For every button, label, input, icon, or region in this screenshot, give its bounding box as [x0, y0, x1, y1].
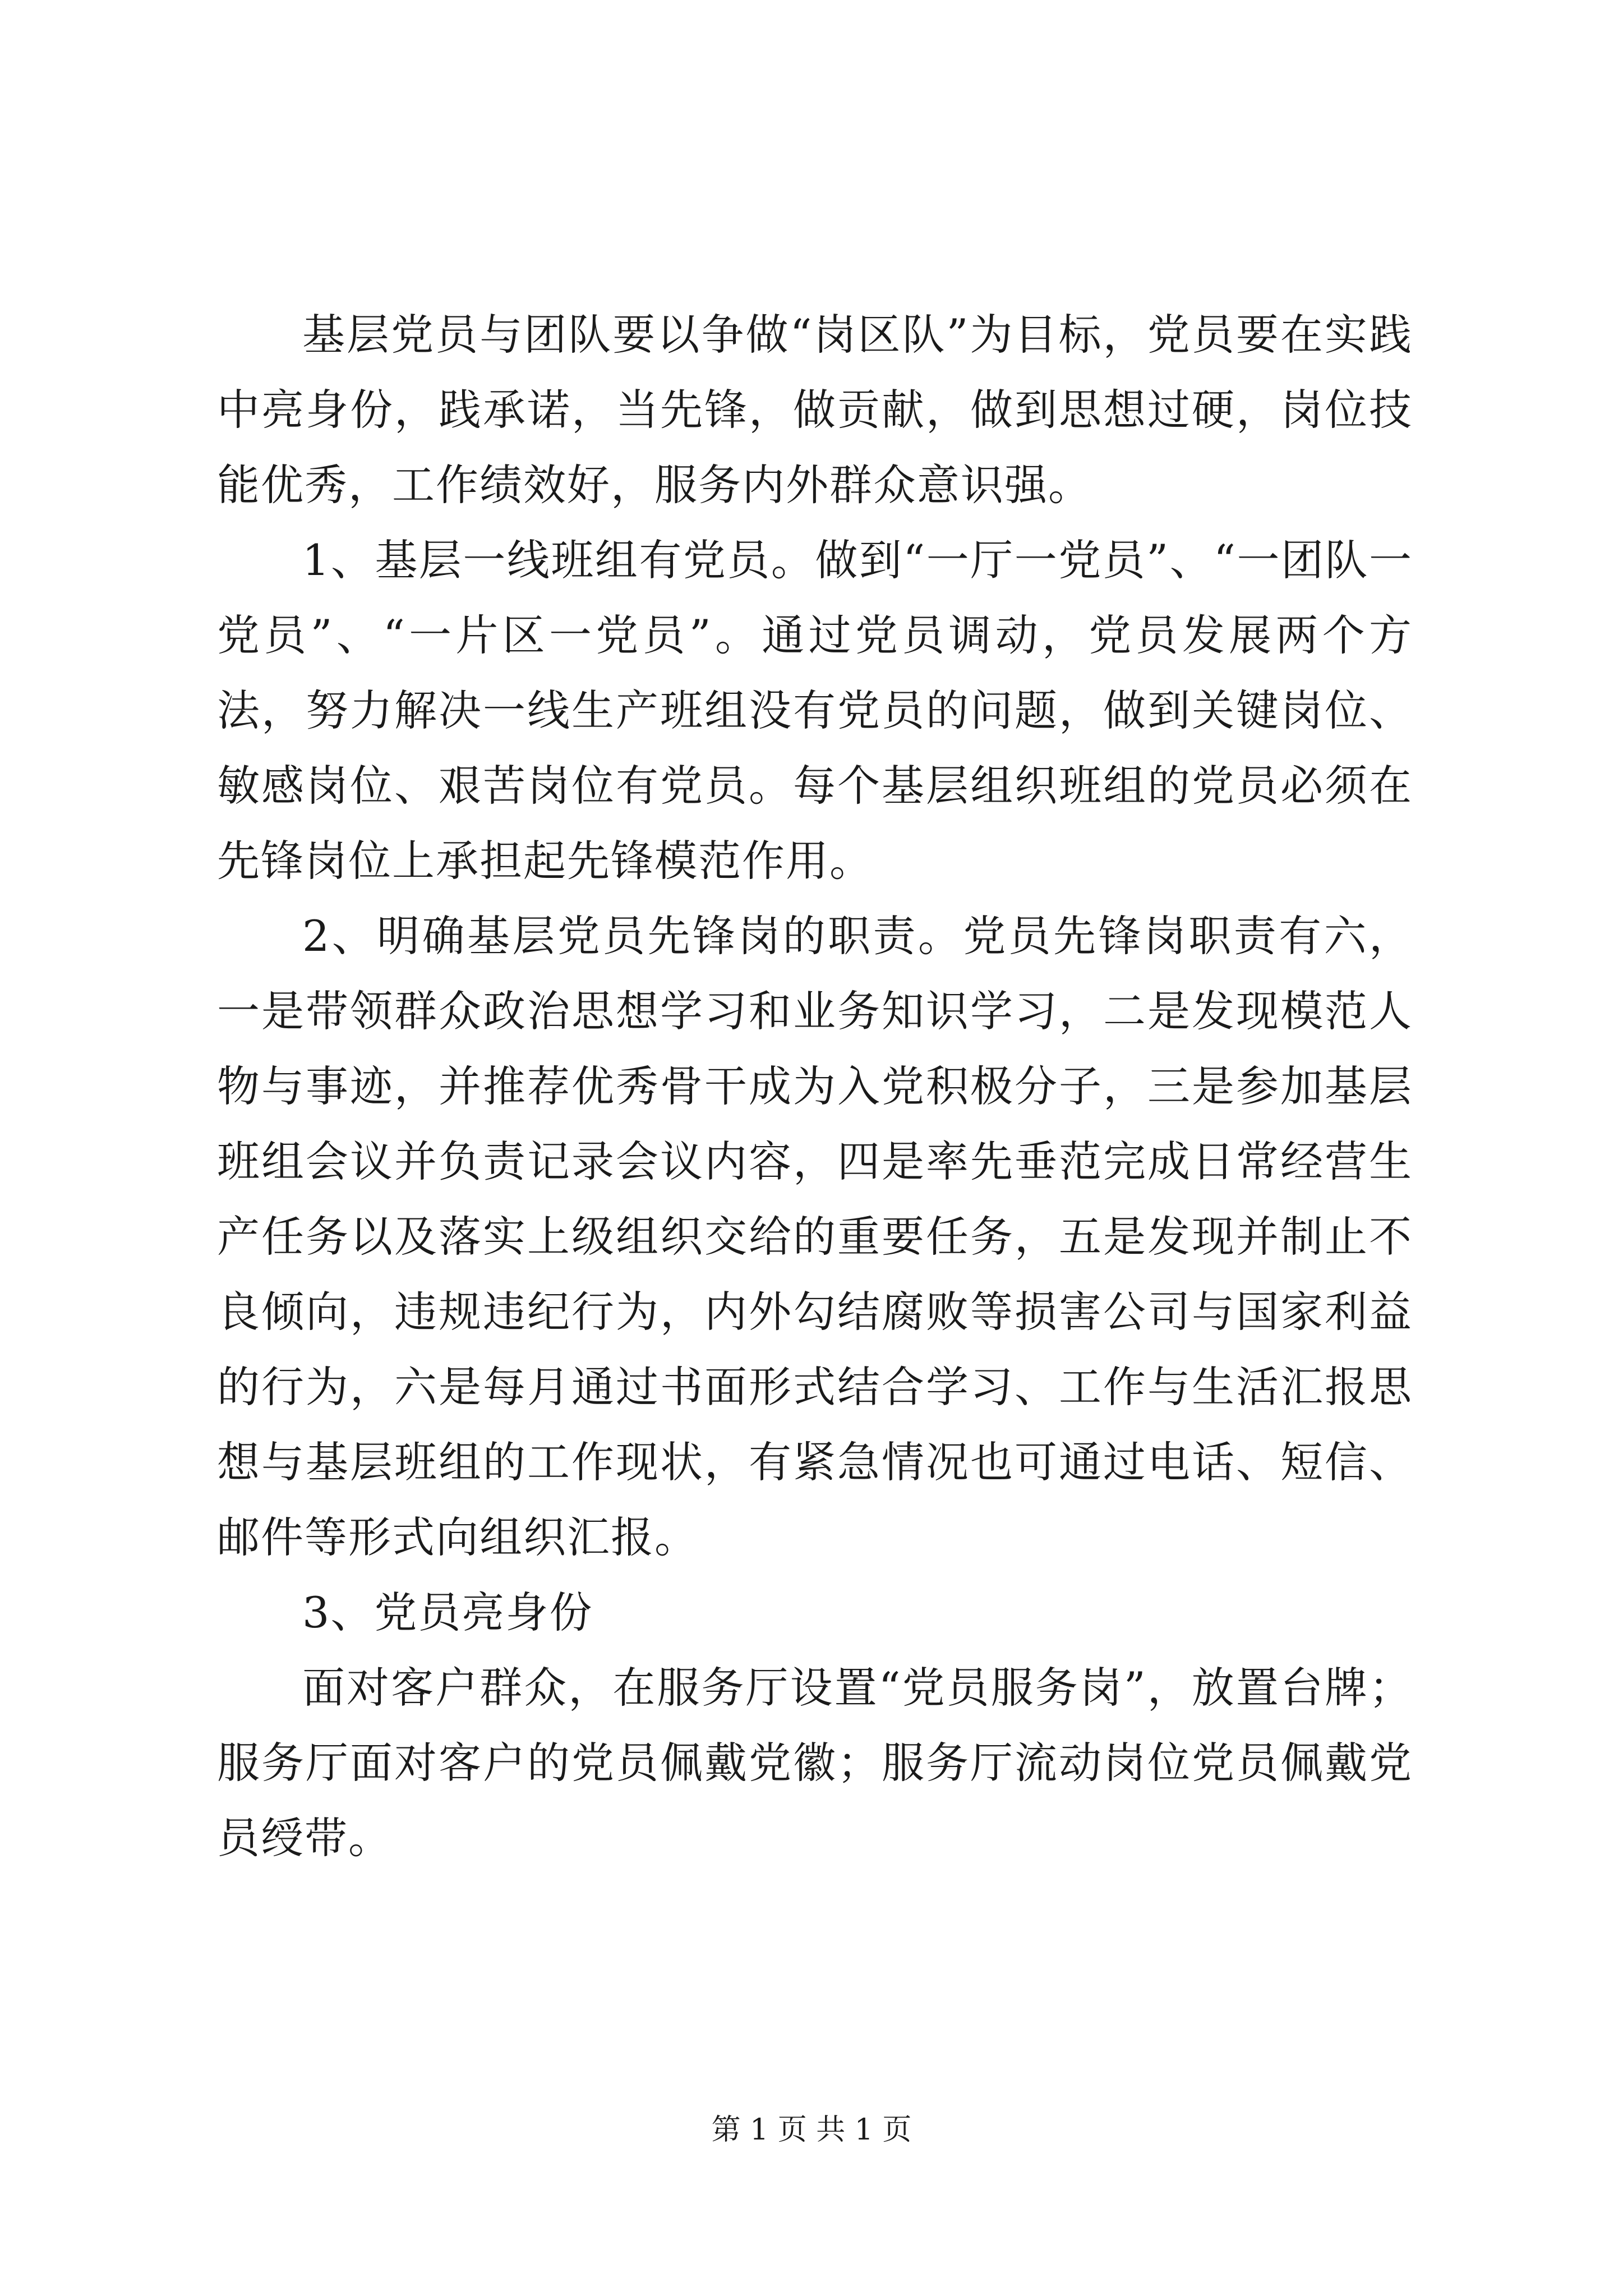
- paragraph-item-2: 2、明确基层党员先锋岗的职责。党员先锋岗职责有六，一是带领群众政治思想学习和业务知识学习，二是发现模范人物与事迹，并推荐优秀骨干成为入党积极分子，三是参加基层班组会议并负责记录会议内容，四是率先垂范完成日常经营生产任务以及落实上级组织交给的重要任务，五是发现并制止不良倾向，违规违纪行为，内外勾结腐败等损害公司与国家利益的行为，六是每月通过书面形式结合学习、工作与生活汇报思想与基层班组的工作现状，有紧急情况也可通过电话、短信、邮件等形式向组织汇报。: [217, 911, 1413, 1562]
- paragraph-item-3-heading: 3、党员亮身份: [302, 1588, 593, 1637]
- paragraph-intro: 基层党员与团队要以争做“岗区队”为目标，党员要在实践中亮身份，践承诺，当先锋，做贡献，做到思想过硬，岗位技能优秀，工作绩效好，服务内外群众意识强。: [217, 310, 1413, 510]
- paragraph-item-1: 1、基层一线班组有党员。做到“一厅一党员”、“一团队一党员”、“一片区一党员”。通过党员调动，党员发展两个方法，努力解决一线生产班组没有党员的问题，做到关键岗位、敏感岗位、艰苦岗位有党员。每个基层组织班组的党员必须在先锋岗位上承担起先锋模范作用。: [217, 535, 1413, 886]
- page-number-footer: 第 1 页 共 1 页: [711, 2113, 912, 2147]
- paragraph-item-3-body: 面对客户群众，在服务厅设置“党员服务岗”，放置台牌；服务厅面对客户的党员佩戴党徽；服务厅流动岗位党员佩戴党员绶带。: [217, 1663, 1413, 1863]
- document-body: [217, 297, 1413, 1876]
